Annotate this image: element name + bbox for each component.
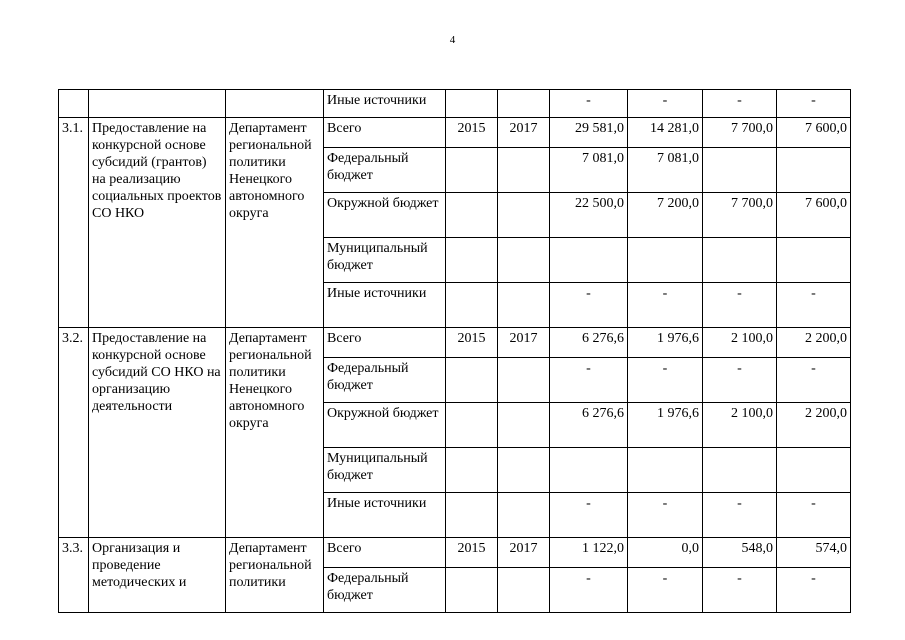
table-row [59, 118, 851, 148]
start-year-cell: 2015 [446, 538, 498, 568]
year-2015-cell [628, 238, 703, 283]
end-year-cell [498, 358, 550, 403]
year-2015-cell: - [628, 283, 703, 328]
year-2015-cell: 0,0 [628, 538, 703, 568]
section-number: 3.3. [59, 538, 89, 613]
year-2016-cell: - [703, 90, 777, 118]
end-year-cell [498, 493, 550, 538]
start-year-cell: 2015 [446, 328, 498, 358]
end-year-cell [498, 448, 550, 493]
year-2016-cell [703, 148, 777, 193]
section-title: Предоставление на конкурсной основе субсидий (грантов) на реализацию социальных проектов СО НКО [89, 118, 226, 328]
source-cell: Всего [324, 118, 446, 148]
year-2015-cell: 7 081,0 [628, 148, 703, 193]
year-2017-cell: - [777, 90, 851, 118]
year-2017-cell: - [777, 283, 851, 328]
year-2015-cell: - [628, 493, 703, 538]
total-cell: 6 276,6 [550, 328, 628, 358]
end-year-cell [498, 193, 550, 238]
year-2016-cell [703, 238, 777, 283]
total-cell: - [550, 90, 628, 118]
table-row [59, 90, 851, 118]
total-cell: 29 581,0 [550, 118, 628, 148]
source-cell: Федеральный бюджет [324, 358, 446, 403]
total-cell: 6 276,6 [550, 403, 628, 448]
table-row [59, 328, 851, 358]
start-year-cell: 2015 [446, 118, 498, 148]
year-2017-cell [777, 448, 851, 493]
start-year-cell [446, 90, 498, 118]
start-year-cell [446, 148, 498, 193]
number-cell [59, 90, 89, 118]
year-2017-cell: - [777, 358, 851, 403]
total-cell [550, 238, 628, 283]
section-executor: Департамент региональной политики Ненецкого автономного округа [226, 118, 324, 328]
year-2015-cell [628, 448, 703, 493]
total-cell: 1 122,0 [550, 538, 628, 568]
budget-table [58, 89, 851, 613]
total-cell: - [550, 283, 628, 328]
start-year-cell [446, 193, 498, 238]
source-cell: Федеральный бюджет [324, 148, 446, 193]
section-number: 3.2. [59, 328, 89, 538]
source-cell: Всего [324, 328, 446, 358]
start-year-cell [446, 283, 498, 328]
year-2017-cell [777, 238, 851, 283]
start-year-cell [446, 568, 498, 613]
source-cell: Окружной бюджет [324, 403, 446, 448]
section-executor: Департамент региональной политики Ненецкого автономного округа [226, 328, 324, 538]
table-body [59, 90, 851, 613]
end-year-cell: 2017 [498, 118, 550, 148]
year-2016-cell: 2 100,0 [703, 328, 777, 358]
end-year-cell [498, 568, 550, 613]
end-year-cell [498, 283, 550, 328]
total-cell: 7 081,0 [550, 148, 628, 193]
year-2015-cell: - [628, 358, 703, 403]
start-year-cell [446, 448, 498, 493]
year-2017-cell: - [777, 568, 851, 613]
section-title: Предоставление на конкурсной основе субсидий СО НКО на организацию деятельности [89, 328, 226, 538]
year-2016-cell: - [703, 358, 777, 403]
executor-cell [226, 90, 324, 118]
total-cell: - [550, 493, 628, 538]
section-executor: Департамент региональной политики [226, 538, 324, 613]
year-2016-cell: - [703, 283, 777, 328]
year-2015-cell: 1 976,6 [628, 403, 703, 448]
start-year-cell [446, 358, 498, 403]
year-2015-cell: 7 200,0 [628, 193, 703, 238]
end-year-cell [498, 238, 550, 283]
end-year-cell: 2017 [498, 328, 550, 358]
start-year-cell [446, 403, 498, 448]
section-title: Организация и проведение методических и [89, 538, 226, 613]
year-2016-cell: 7 700,0 [703, 118, 777, 148]
year-2016-cell: 548,0 [703, 538, 777, 568]
source-cell: Иные источники [324, 90, 446, 118]
source-cell: Окружной бюджет [324, 193, 446, 238]
year-2016-cell [703, 448, 777, 493]
year-2015-cell: - [628, 90, 703, 118]
title-cell [89, 90, 226, 118]
source-cell: Всего [324, 538, 446, 568]
end-year-cell [498, 90, 550, 118]
year-2015-cell: - [628, 568, 703, 613]
year-2017-cell: 7 600,0 [777, 193, 851, 238]
source-cell: Федеральный бюджет [324, 568, 446, 613]
year-2017-cell [777, 148, 851, 193]
total-cell: - [550, 358, 628, 403]
total-cell: 22 500,0 [550, 193, 628, 238]
total-cell [550, 448, 628, 493]
source-cell: Муниципальный бюджет [324, 448, 446, 493]
year-2017-cell: 7 600,0 [777, 118, 851, 148]
start-year-cell [446, 493, 498, 538]
year-2017-cell: 574,0 [777, 538, 851, 568]
year-2015-cell: 14 281,0 [628, 118, 703, 148]
total-cell: - [550, 568, 628, 613]
year-2016-cell: - [703, 493, 777, 538]
year-2017-cell: - [777, 493, 851, 538]
source-cell: Иные источники [324, 493, 446, 538]
start-year-cell [446, 238, 498, 283]
year-2016-cell: 7 700,0 [703, 193, 777, 238]
end-year-cell [498, 148, 550, 193]
table-row [59, 538, 851, 568]
year-2017-cell: 2 200,0 [777, 328, 851, 358]
end-year-cell: 2017 [498, 538, 550, 568]
year-2016-cell: - [703, 568, 777, 613]
page-number: 4 [449, 34, 456, 46]
end-year-cell [498, 403, 550, 448]
section-number: 3.1. [59, 118, 89, 328]
year-2016-cell: 2 100,0 [703, 403, 777, 448]
year-2017-cell: 2 200,0 [777, 403, 851, 448]
source-cell: Иные источники [324, 283, 446, 328]
year-2015-cell: 1 976,6 [628, 328, 703, 358]
source-cell: Муниципальный бюджет [324, 238, 446, 283]
